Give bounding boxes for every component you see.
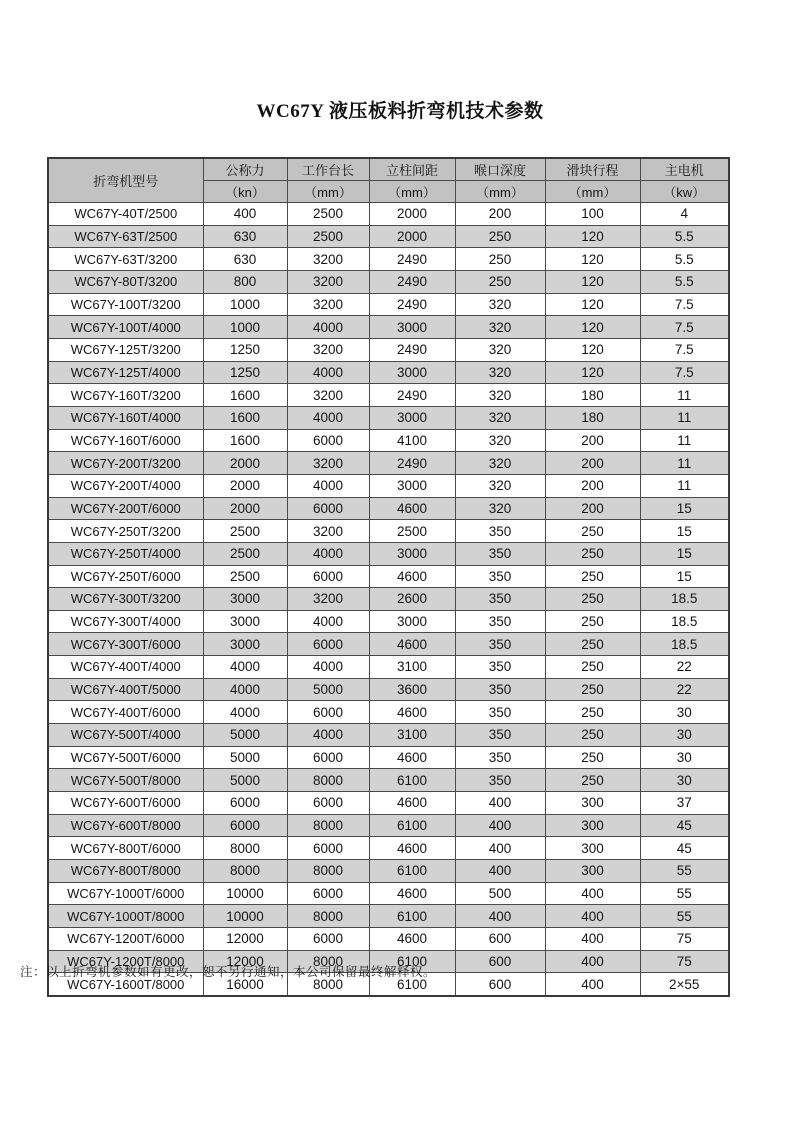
table-row <box>48 792 729 815</box>
cell-value: 11 <box>640 429 729 452</box>
cell-value: 350 <box>455 633 545 656</box>
cell-value: 2600 <box>369 588 455 611</box>
cell-model: WC67Y-40T/2500 <box>48 203 203 226</box>
cell-value: 1600 <box>203 384 287 407</box>
cell-value: 120 <box>545 248 640 271</box>
cell-value: 300 <box>545 860 640 883</box>
cell-value: 320 <box>455 361 545 384</box>
cell-value: 22 <box>640 678 729 701</box>
cell-value: 2000 <box>203 474 287 497</box>
cell-value: 4600 <box>369 837 455 860</box>
cell-value: 3000 <box>203 633 287 656</box>
cell-model: WC67Y-80T/3200 <box>48 270 203 293</box>
header-label-4: 滑块行程 <box>545 158 640 181</box>
cell-value: 2500 <box>203 565 287 588</box>
cell-value: 250 <box>455 270 545 293</box>
cell-value: 400 <box>455 837 545 860</box>
table-row <box>48 542 729 565</box>
cell-value: 400 <box>455 905 545 928</box>
cell-value: 4600 <box>369 792 455 815</box>
cell-value: 6000 <box>203 814 287 837</box>
cell-value: 11 <box>640 474 729 497</box>
cell-value: 300 <box>545 837 640 860</box>
table-row <box>48 270 729 293</box>
cell-value: 320 <box>455 452 545 475</box>
cell-value: 2490 <box>369 338 455 361</box>
header-unit-0: （kn） <box>203 181 287 203</box>
cell-value: 6000 <box>287 497 369 520</box>
cell-value: 6000 <box>287 701 369 724</box>
table-row <box>48 406 729 429</box>
cell-value: 4000 <box>287 361 369 384</box>
cell-model: WC67Y-200T/3200 <box>48 452 203 475</box>
table-row <box>48 769 729 792</box>
cell-value: 18.5 <box>640 588 729 611</box>
table-row <box>48 701 729 724</box>
cell-value: 320 <box>455 338 545 361</box>
cell-value: 15 <box>640 542 729 565</box>
cell-value: 5000 <box>287 678 369 701</box>
table-row <box>48 520 729 543</box>
header-row-labels <box>48 158 729 181</box>
table-row <box>48 203 729 226</box>
cell-value: 250 <box>545 520 640 543</box>
cell-value: 400 <box>545 928 640 951</box>
cell-value: 3000 <box>203 610 287 633</box>
cell-value: 5.5 <box>640 248 729 271</box>
table-row <box>48 293 729 316</box>
table-row <box>48 860 729 883</box>
cell-model: WC67Y-300T/6000 <box>48 633 203 656</box>
cell-value: 4600 <box>369 928 455 951</box>
cell-model: WC67Y-300T/4000 <box>48 610 203 633</box>
cell-value: 6000 <box>287 837 369 860</box>
cell-value: 7.5 <box>640 316 729 339</box>
table-row <box>48 928 729 951</box>
cell-value: 8000 <box>287 814 369 837</box>
cell-value: 250 <box>545 724 640 747</box>
cell-value: 3200 <box>287 270 369 293</box>
cell-value: 2490 <box>369 248 455 271</box>
cell-value: 2490 <box>369 384 455 407</box>
table-row <box>48 474 729 497</box>
cell-value: 630 <box>203 248 287 271</box>
cell-value: 320 <box>455 316 545 339</box>
table-row <box>48 452 729 475</box>
cell-model: WC67Y-1000T/8000 <box>48 905 203 928</box>
header-unit-5: （kw） <box>640 181 729 203</box>
cell-model: WC67Y-200T/6000 <box>48 497 203 520</box>
cell-value: 350 <box>455 678 545 701</box>
cell-value: 1250 <box>203 338 287 361</box>
cell-value: 8000 <box>203 860 287 883</box>
cell-value: 250 <box>545 565 640 588</box>
cell-model: WC67Y-250T/3200 <box>48 520 203 543</box>
cell-value: 250 <box>545 656 640 679</box>
cell-value: 250 <box>545 769 640 792</box>
cell-value: 7.5 <box>640 361 729 384</box>
cell-value: 3100 <box>369 656 455 679</box>
cell-value: 8000 <box>287 973 369 996</box>
cell-value: 250 <box>545 746 640 769</box>
cell-value: 10000 <box>203 882 287 905</box>
header-unit-1: （mm） <box>287 181 369 203</box>
cell-value: 4000 <box>287 316 369 339</box>
table-row <box>48 746 729 769</box>
cell-value: 1600 <box>203 406 287 429</box>
cell-value: 350 <box>455 769 545 792</box>
table-row <box>48 656 729 679</box>
header-label-3: 喉口深度 <box>455 158 545 181</box>
cell-value: 630 <box>203 225 287 248</box>
header-label-5: 主电机 <box>640 158 729 181</box>
cell-value: 4000 <box>287 474 369 497</box>
table-row <box>48 361 729 384</box>
cell-model: WC67Y-160T/6000 <box>48 429 203 452</box>
cell-value: 3000 <box>369 406 455 429</box>
cell-value: 320 <box>455 429 545 452</box>
cell-model: WC67Y-300T/3200 <box>48 588 203 611</box>
cell-value: 4000 <box>287 542 369 565</box>
cell-value: 120 <box>545 270 640 293</box>
cell-value: 8000 <box>203 837 287 860</box>
table-row <box>48 248 729 271</box>
cell-value: 300 <box>545 814 640 837</box>
table-row <box>48 225 729 248</box>
cell-value: 55 <box>640 882 729 905</box>
cell-value: 320 <box>455 293 545 316</box>
cell-value: 7.5 <box>640 293 729 316</box>
cell-value: 6000 <box>287 633 369 656</box>
cell-value: 250 <box>545 610 640 633</box>
cell-value: 2×55 <box>640 973 729 996</box>
cell-value: 400 <box>455 814 545 837</box>
table-row <box>48 588 729 611</box>
page-title: WC67Y 液压板料折弯机技术参数 <box>256 101 544 122</box>
cell-value: 3000 <box>203 588 287 611</box>
cell-value: 6000 <box>287 882 369 905</box>
cell-model: WC67Y-600T/8000 <box>48 814 203 837</box>
table-row <box>48 724 729 747</box>
cell-model: WC67Y-800T/8000 <box>48 860 203 883</box>
table-row <box>48 338 729 361</box>
cell-value: 4600 <box>369 633 455 656</box>
cell-value: 120 <box>545 293 640 316</box>
table-row <box>48 497 729 520</box>
cell-value: 10000 <box>203 905 287 928</box>
table-row <box>48 429 729 452</box>
header-unit-4: （mm） <box>545 181 640 203</box>
cell-value: 400 <box>545 973 640 996</box>
cell-value: 3200 <box>287 588 369 611</box>
cell-value: 400 <box>455 860 545 883</box>
cell-value: 15 <box>640 497 729 520</box>
cell-value: 320 <box>455 406 545 429</box>
cell-model: WC67Y-500T/4000 <box>48 724 203 747</box>
cell-value: 22 <box>640 656 729 679</box>
cell-value: 4600 <box>369 497 455 520</box>
cell-value: 37 <box>640 792 729 815</box>
cell-model: WC67Y-400T/6000 <box>48 701 203 724</box>
cell-value: 400 <box>545 882 640 905</box>
cell-value: 2000 <box>369 225 455 248</box>
cell-value: 8000 <box>287 950 369 973</box>
cell-value: 6000 <box>287 565 369 588</box>
cell-value: 45 <box>640 814 729 837</box>
cell-model: WC67Y-1200T/6000 <box>48 928 203 951</box>
cell-value: 180 <box>545 384 640 407</box>
cell-value: 8000 <box>287 769 369 792</box>
cell-model: WC67Y-63T/2500 <box>48 225 203 248</box>
cell-model: WC67Y-160T/3200 <box>48 384 203 407</box>
cell-value: 350 <box>455 588 545 611</box>
table-header <box>48 158 729 203</box>
cell-value: 600 <box>455 950 545 973</box>
cell-value: 3200 <box>287 338 369 361</box>
table-row <box>48 882 729 905</box>
cell-value: 400 <box>545 950 640 973</box>
cell-model: WC67Y-500T/6000 <box>48 746 203 769</box>
cell-model: WC67Y-1200T/8000 <box>48 950 203 973</box>
cell-value: 350 <box>455 724 545 747</box>
header-unit-3: （mm） <box>455 181 545 203</box>
table-row <box>48 678 729 701</box>
footnote <box>20 962 436 980</box>
cell-value: 2000 <box>203 497 287 520</box>
cell-value: 2000 <box>203 452 287 475</box>
cell-model: WC67Y-63T/3200 <box>48 248 203 271</box>
cell-value: 2490 <box>369 270 455 293</box>
spec-table <box>47 157 730 997</box>
cell-value: 5.5 <box>640 270 729 293</box>
cell-value: 6100 <box>369 950 455 973</box>
cell-model: WC67Y-800T/6000 <box>48 837 203 860</box>
cell-value: 250 <box>545 588 640 611</box>
cell-value: 6000 <box>287 429 369 452</box>
cell-value: 600 <box>455 973 545 996</box>
table-row <box>48 384 729 407</box>
header-label-2: 立柱间距 <box>369 158 455 181</box>
cell-value: 11 <box>640 452 729 475</box>
cell-value: 16000 <box>203 973 287 996</box>
cell-value: 75 <box>640 928 729 951</box>
cell-value: 55 <box>640 905 729 928</box>
cell-value: 4000 <box>287 610 369 633</box>
cell-value: 3200 <box>287 293 369 316</box>
cell-value: 2500 <box>369 520 455 543</box>
table-row <box>48 316 729 339</box>
cell-model: WC67Y-1000T/6000 <box>48 882 203 905</box>
cell-value: 2500 <box>287 225 369 248</box>
cell-value: 5000 <box>203 724 287 747</box>
cell-value: 1250 <box>203 361 287 384</box>
cell-model: WC67Y-250T/6000 <box>48 565 203 588</box>
cell-value: 4600 <box>369 746 455 769</box>
cell-value: 11 <box>640 406 729 429</box>
cell-value: 2500 <box>203 542 287 565</box>
cell-value: 4000 <box>203 678 287 701</box>
cell-model: WC67Y-160T/4000 <box>48 406 203 429</box>
cell-value: 600 <box>455 928 545 951</box>
table-row <box>48 633 729 656</box>
cell-value: 180 <box>545 406 640 429</box>
cell-value: 350 <box>455 746 545 769</box>
cell-value: 3000 <box>369 542 455 565</box>
cell-value: 18.5 <box>640 610 729 633</box>
cell-value: 1000 <box>203 316 287 339</box>
cell-model: WC67Y-400T/5000 <box>48 678 203 701</box>
cell-value: 6000 <box>287 928 369 951</box>
cell-value: 350 <box>455 610 545 633</box>
cell-value: 3600 <box>369 678 455 701</box>
cell-value: 2500 <box>203 520 287 543</box>
cell-value: 500 <box>455 882 545 905</box>
cell-value: 6100 <box>369 769 455 792</box>
footnote-text: 以上折弯机参数如有更改，恕不另行通知，本公司保留最终解释权。 <box>46 965 437 979</box>
cell-value: 3200 <box>287 384 369 407</box>
cell-value: 120 <box>545 338 640 361</box>
cell-value: 350 <box>455 520 545 543</box>
cell-value: 100 <box>545 203 640 226</box>
cell-value: 4600 <box>369 882 455 905</box>
cell-model: WC67Y-1600T/8000 <box>48 973 203 996</box>
cell-value: 15 <box>640 565 729 588</box>
cell-value: 4000 <box>203 656 287 679</box>
cell-model: WC67Y-400T/4000 <box>48 656 203 679</box>
cell-value: 400 <box>455 792 545 815</box>
cell-value: 400 <box>545 905 640 928</box>
cell-model: WC67Y-100T/4000 <box>48 316 203 339</box>
cell-value: 250 <box>545 542 640 565</box>
cell-value: 6100 <box>369 905 455 928</box>
cell-value: 30 <box>640 724 729 747</box>
cell-value: 3100 <box>369 724 455 747</box>
cell-value: 120 <box>545 316 640 339</box>
table-body <box>48 203 729 996</box>
cell-value: 30 <box>640 746 729 769</box>
cell-model: WC67Y-100T/3200 <box>48 293 203 316</box>
cell-value: 200 <box>545 497 640 520</box>
cell-value: 5000 <box>203 769 287 792</box>
cell-value: 400 <box>203 203 287 226</box>
cell-value: 120 <box>545 361 640 384</box>
cell-value: 6000 <box>287 746 369 769</box>
cell-value: 320 <box>455 474 545 497</box>
cell-value: 8000 <box>287 905 369 928</box>
cell-value: 15 <box>640 520 729 543</box>
cell-value: 2500 <box>287 203 369 226</box>
cell-model: WC67Y-125T/3200 <box>48 338 203 361</box>
cell-model: WC67Y-600T/6000 <box>48 792 203 815</box>
cell-value: 350 <box>455 656 545 679</box>
cell-value: 350 <box>455 542 545 565</box>
cell-value: 4000 <box>287 724 369 747</box>
cell-value: 300 <box>545 792 640 815</box>
cell-value: 250 <box>545 633 640 656</box>
cell-value: 8000 <box>287 860 369 883</box>
cell-value: 320 <box>455 384 545 407</box>
cell-value: 30 <box>640 769 729 792</box>
cell-value: 1000 <box>203 293 287 316</box>
cell-value: 2000 <box>369 203 455 226</box>
header-model-column: 折弯机型号 <box>48 158 203 203</box>
table-row <box>48 610 729 633</box>
table-row <box>48 837 729 860</box>
cell-value: 800 <box>203 270 287 293</box>
cell-value: 2490 <box>369 452 455 475</box>
cell-model: WC67Y-125T/4000 <box>48 361 203 384</box>
cell-value: 6100 <box>369 973 455 996</box>
header-label-1: 工作台长 <box>287 158 369 181</box>
cell-value: 3000 <box>369 474 455 497</box>
cell-value: 350 <box>455 701 545 724</box>
cell-value: 45 <box>640 837 729 860</box>
cell-value: 11 <box>640 384 729 407</box>
cell-value: 3000 <box>369 361 455 384</box>
cell-model: WC67Y-250T/4000 <box>48 542 203 565</box>
cell-value: 3000 <box>369 610 455 633</box>
cell-value: 12000 <box>203 928 287 951</box>
cell-value: 3200 <box>287 520 369 543</box>
cell-value: 350 <box>455 565 545 588</box>
cell-value: 3200 <box>287 248 369 271</box>
cell-value: 4000 <box>287 406 369 429</box>
cell-value: 7.5 <box>640 338 729 361</box>
cell-value: 5000 <box>203 746 287 769</box>
cell-value: 4600 <box>369 701 455 724</box>
cell-value: 250 <box>545 701 640 724</box>
cell-value: 30 <box>640 701 729 724</box>
cell-value: 12000 <box>203 950 287 973</box>
cell-value: 5.5 <box>640 225 729 248</box>
table-row <box>48 565 729 588</box>
cell-value: 200 <box>545 474 640 497</box>
cell-value: 18.5 <box>640 633 729 656</box>
cell-value: 4 <box>640 203 729 226</box>
cell-model: WC67Y-500T/8000 <box>48 769 203 792</box>
cell-value: 250 <box>455 248 545 271</box>
cell-value: 200 <box>545 429 640 452</box>
cell-value: 6100 <box>369 860 455 883</box>
cell-value: 200 <box>455 203 545 226</box>
cell-value: 55 <box>640 860 729 883</box>
cell-value: 6000 <box>203 792 287 815</box>
cell-value: 6100 <box>369 814 455 837</box>
cell-value: 1600 <box>203 429 287 452</box>
cell-value: 200 <box>545 452 640 475</box>
cell-value: 6000 <box>287 792 369 815</box>
table-row <box>48 814 729 837</box>
cell-value: 75 <box>640 950 729 973</box>
cell-value: 250 <box>545 678 640 701</box>
cell-value: 120 <box>545 225 640 248</box>
header-unit-2: （mm） <box>369 181 455 203</box>
footnote-prefix: 注： <box>20 965 47 979</box>
cell-value: 320 <box>455 497 545 520</box>
cell-value: 2490 <box>369 293 455 316</box>
cell-value: 4600 <box>369 565 455 588</box>
cell-value: 4000 <box>287 656 369 679</box>
header-label-0: 公称力 <box>203 158 287 181</box>
cell-model: WC67Y-200T/4000 <box>48 474 203 497</box>
cell-value: 250 <box>455 225 545 248</box>
cell-value: 3000 <box>369 316 455 339</box>
cell-value: 4000 <box>203 701 287 724</box>
cell-value: 4100 <box>369 429 455 452</box>
table-row <box>48 905 729 928</box>
cell-value: 3200 <box>287 452 369 475</box>
